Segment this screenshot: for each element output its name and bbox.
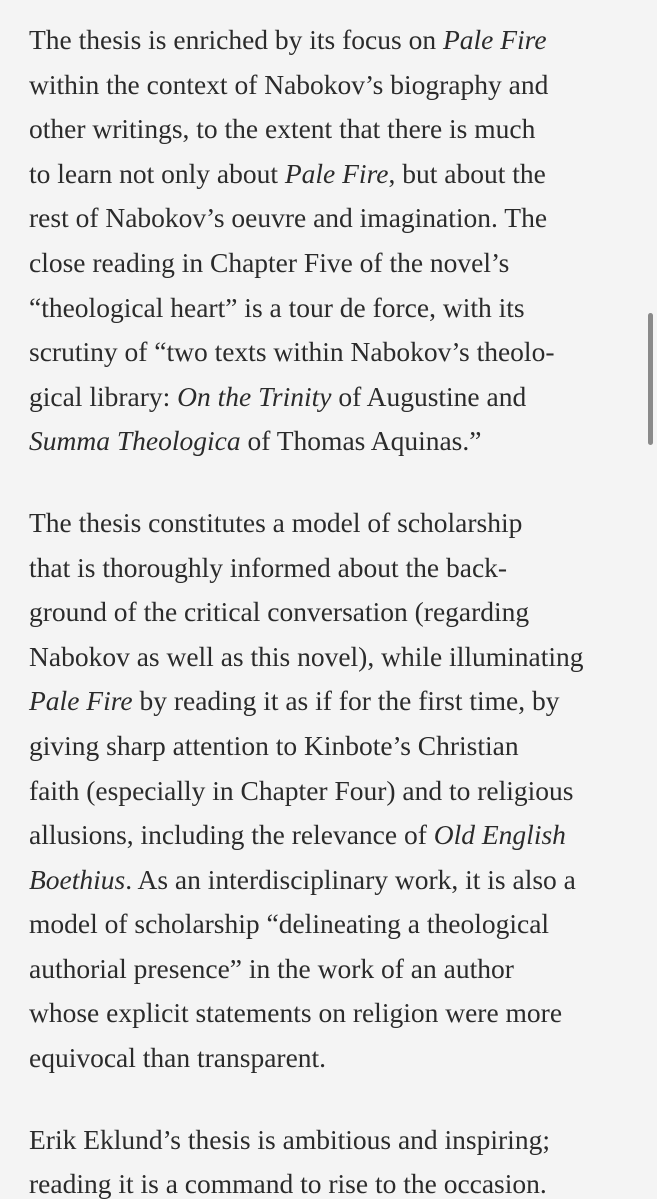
body-text: within the context of Nabokov’s biography and xyxy=(29,68,549,100)
text-line xyxy=(29,858,633,903)
text-line xyxy=(29,330,633,375)
text-line xyxy=(29,724,633,769)
body-text: by reading it as if for the first time, by xyxy=(132,685,560,717)
body-text: The thesis constitutes a model of scholarship xyxy=(29,506,523,538)
body-text: that is thoroughly informed about the back- xyxy=(29,551,508,583)
text-line xyxy=(29,63,633,108)
body-text: The thesis is enriched by its focus on xyxy=(29,24,443,55)
body-text: to learn not only about xyxy=(29,157,285,189)
italic-title-text: Summa Theologica xyxy=(29,425,241,457)
text-line xyxy=(29,375,633,420)
text-line xyxy=(29,813,633,858)
body-text: , but about the xyxy=(388,157,546,189)
body-text: close reading in Chapter Five of the novel’s xyxy=(29,246,510,278)
text-line xyxy=(29,419,633,464)
text-line xyxy=(29,107,633,152)
body-text: Erik Eklund’s thesis is ambitious and inspiring; xyxy=(29,1123,550,1155)
body-text: ground of the critical conversation (regarding xyxy=(29,596,530,628)
text-line xyxy=(29,769,633,814)
body-text: gical library: xyxy=(29,380,178,412)
body-text: giving sharp attention to Kinbote’s Christian xyxy=(29,729,519,761)
text-line xyxy=(29,947,633,992)
body-text: of Augustine and xyxy=(331,380,527,412)
text-line xyxy=(29,286,633,331)
body-text: allusions, including the relevance of xyxy=(29,819,434,851)
body-text: equivocal than transparent. xyxy=(29,1042,327,1074)
body-text: of Thomas Aquinas.” xyxy=(240,425,482,457)
body-text: other writings, to the extent that there is much xyxy=(29,113,536,145)
paragraph-closing-assessment xyxy=(29,1118,633,1199)
text-line xyxy=(29,1162,633,1199)
body-text: rest of Nabokov’s oeuvre and imagination. The xyxy=(29,202,548,234)
text-line xyxy=(29,18,633,63)
text-line xyxy=(29,902,633,947)
vertical-scrollbar[interactable] xyxy=(648,313,653,445)
body-text: whose explicit statements on religion were more xyxy=(29,997,563,1029)
text-line xyxy=(29,635,633,680)
italic-title-text: Pale Fire xyxy=(442,24,547,55)
body-text: faith (especially in Chapter Four) and to religious xyxy=(29,774,574,806)
text-line xyxy=(29,196,633,241)
text-line xyxy=(29,152,633,197)
text-line xyxy=(29,679,633,724)
text-line xyxy=(29,546,633,591)
body-text: Nabokov as well as this novel), while illuminating xyxy=(29,640,584,672)
body-text: model of scholarship “delineating a theological xyxy=(29,908,550,940)
body-text: reading it is a command to rise to the occasion. xyxy=(29,1168,547,1199)
text-line xyxy=(29,241,633,286)
italic-title-text: Old English xyxy=(433,819,566,851)
article-body xyxy=(29,18,633,1199)
body-text: authorial presence” in the work of an author xyxy=(29,952,514,984)
paragraph-pale-fire-context xyxy=(29,18,633,464)
italic-title-text: Pale Fire xyxy=(29,685,133,717)
text-line xyxy=(29,991,633,1036)
text-line xyxy=(29,1036,633,1081)
body-text: . As an interdisciplinary work, it is also a xyxy=(125,863,576,895)
text-line xyxy=(29,501,633,546)
paragraph-model-of-scholarship xyxy=(29,501,633,1081)
body-text: scrutiny of “two texts within Nabokov’s theolo- xyxy=(29,336,555,368)
body-text: “theological heart” is a tour de force, with its xyxy=(29,291,525,323)
italic-title-text: On the Trinity xyxy=(177,380,332,412)
text-line xyxy=(29,590,633,635)
text-line xyxy=(29,1118,633,1163)
italic-title-text: Boethius xyxy=(29,863,126,895)
italic-title-text: Pale Fire xyxy=(284,157,389,189)
